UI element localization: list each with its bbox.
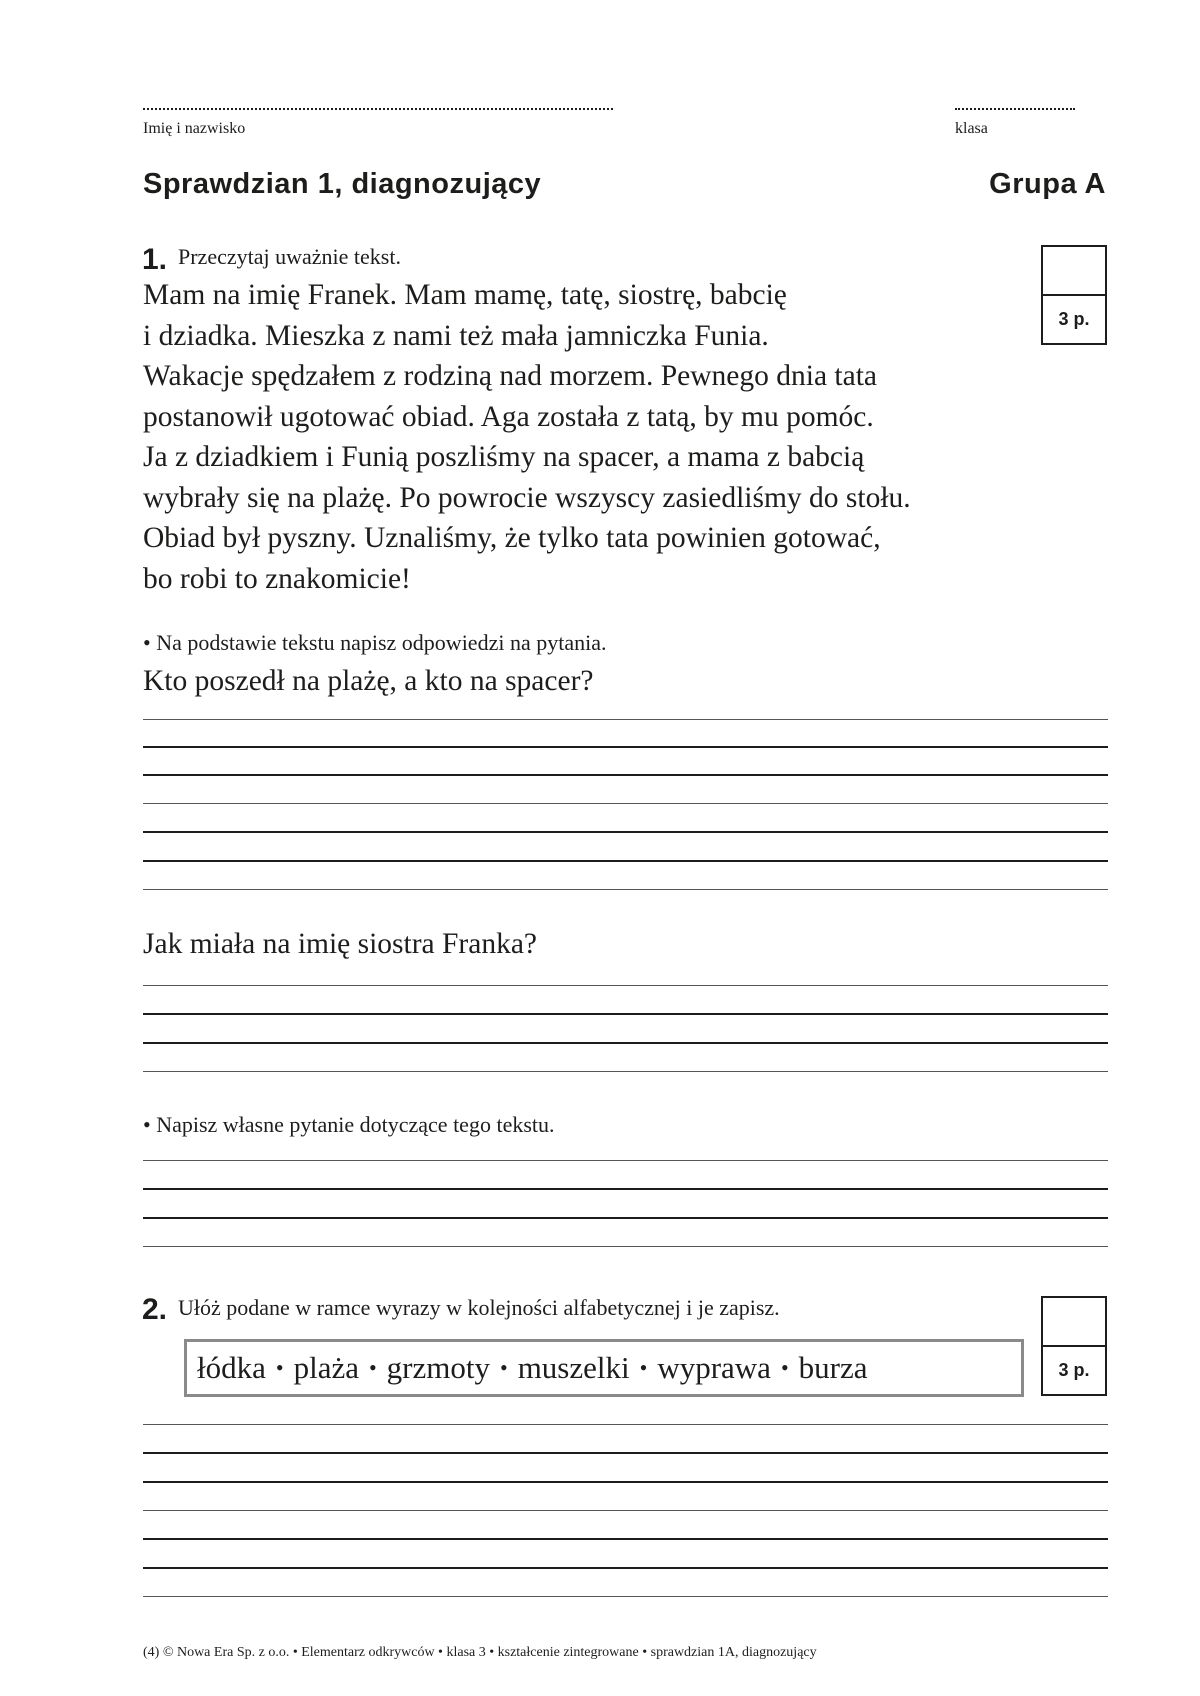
task-2-score-field[interactable] xyxy=(1043,1298,1105,1347)
question-2: Jak miała na imię siostra Franka? xyxy=(143,928,538,960)
writing-line xyxy=(143,774,1108,776)
writing-line xyxy=(143,1567,1108,1569)
writing-line xyxy=(143,860,1108,862)
text-line: Ja z dziadkiem i Funią poszliśmy na spacer, a mama z babcią xyxy=(143,441,865,473)
task-1-number: 1. xyxy=(142,243,168,276)
bullet-separator: • xyxy=(275,1355,284,1380)
writing-line xyxy=(143,831,1108,833)
task-1-instruction: Przeczytaj uważnie tekst. xyxy=(178,244,401,269)
footer: (4) © Nowa Era Sp. z o.o. • Elementarz odkrywców • klasa 3 • kształcenie zintegrowane • sprawdzian 1A, diagnozujący xyxy=(143,1645,817,1660)
text-line: wybrały się na plażę. Po powrocie wszyscy zasiedliśmy do stołu. xyxy=(143,481,911,514)
name-dotted-line[interactable] xyxy=(143,108,613,110)
name-label: Imię i nazwisko xyxy=(143,120,246,137)
task-1-points: 3 p. xyxy=(1058,309,1090,329)
text-line: postanowił ugotować obiad. Aga została z tatą, by mu pomóc. xyxy=(143,400,874,433)
writing-line xyxy=(143,1538,1108,1540)
writing-line xyxy=(143,1188,1108,1190)
task-2-instruction: Ułóż podane w ramce wyrazy w kolejności alfabetycznej i je zapisz. xyxy=(178,1295,780,1320)
task-1-score-box[interactable] xyxy=(1041,245,1107,345)
writing-line xyxy=(143,1013,1108,1015)
word: burza xyxy=(798,1350,868,1385)
class-dotted-line[interactable] xyxy=(955,108,1075,110)
word: grzmoty xyxy=(386,1350,490,1385)
reading-text xyxy=(143,275,911,599)
writing-line xyxy=(143,1596,1108,1597)
page-title: Sprawdzian 1, diagnozujący xyxy=(143,168,542,200)
task-1-score-field[interactable] xyxy=(1043,247,1105,296)
question-1: Kto poszedł na plażę, a kto na spacer? xyxy=(143,665,594,697)
class-label: klasa xyxy=(955,120,988,137)
writing-line xyxy=(143,1481,1108,1483)
word: łódka xyxy=(197,1350,266,1385)
word: plaża xyxy=(293,1350,359,1385)
text-line: Mam na imię Franek. Mam mamę, tatę, siostrę, babcię xyxy=(143,279,787,311)
task-2-score-box[interactable] xyxy=(1041,1296,1107,1396)
writing-line xyxy=(143,1042,1108,1044)
word: muszelki xyxy=(517,1350,630,1385)
writing-line xyxy=(143,1071,1108,1072)
bullet-separator: • xyxy=(368,1355,377,1380)
writing-line xyxy=(143,1246,1108,1247)
task-2-points: 3 p. xyxy=(1058,1360,1090,1380)
writing-line xyxy=(143,889,1108,890)
writing-line xyxy=(143,1217,1108,1219)
word: wyprawa xyxy=(657,1350,771,1385)
bullet-separator: • xyxy=(639,1355,648,1380)
writing-line xyxy=(143,803,1108,804)
text-line: Obiad był pyszny. Uznaliśmy, że tylko tata powinien gotować, xyxy=(143,522,881,554)
writing-line xyxy=(143,985,1108,986)
writing-line xyxy=(143,1452,1108,1454)
subinstruction-own-question: • Napisz własne pytanie dotyczące tego tekstu. xyxy=(143,1112,555,1137)
writing-line xyxy=(143,1160,1108,1161)
writing-line xyxy=(143,1510,1108,1511)
bullet-separator: • xyxy=(780,1355,789,1380)
group-label: Grupa A xyxy=(989,168,1106,200)
writing-line xyxy=(143,746,1108,748)
bullet-separator: • xyxy=(499,1355,508,1380)
text-line: Wakacje spędzałem z rodziną nad morzem. Pewnego dnia tata xyxy=(143,360,877,392)
writing-line xyxy=(143,719,1108,720)
subinstruction-answers: • Na podstawie tekstu napisz odpowiedzi na pytania. xyxy=(143,630,607,655)
word-frame xyxy=(184,1339,1024,1397)
text-line: bo robi to znakomicie! xyxy=(143,562,411,595)
text-line: i dziadka. Mieszka z nami też mała jamniczka Funia. xyxy=(143,319,769,352)
writing-line xyxy=(143,1424,1108,1425)
task-2-number: 2. xyxy=(142,1293,168,1326)
